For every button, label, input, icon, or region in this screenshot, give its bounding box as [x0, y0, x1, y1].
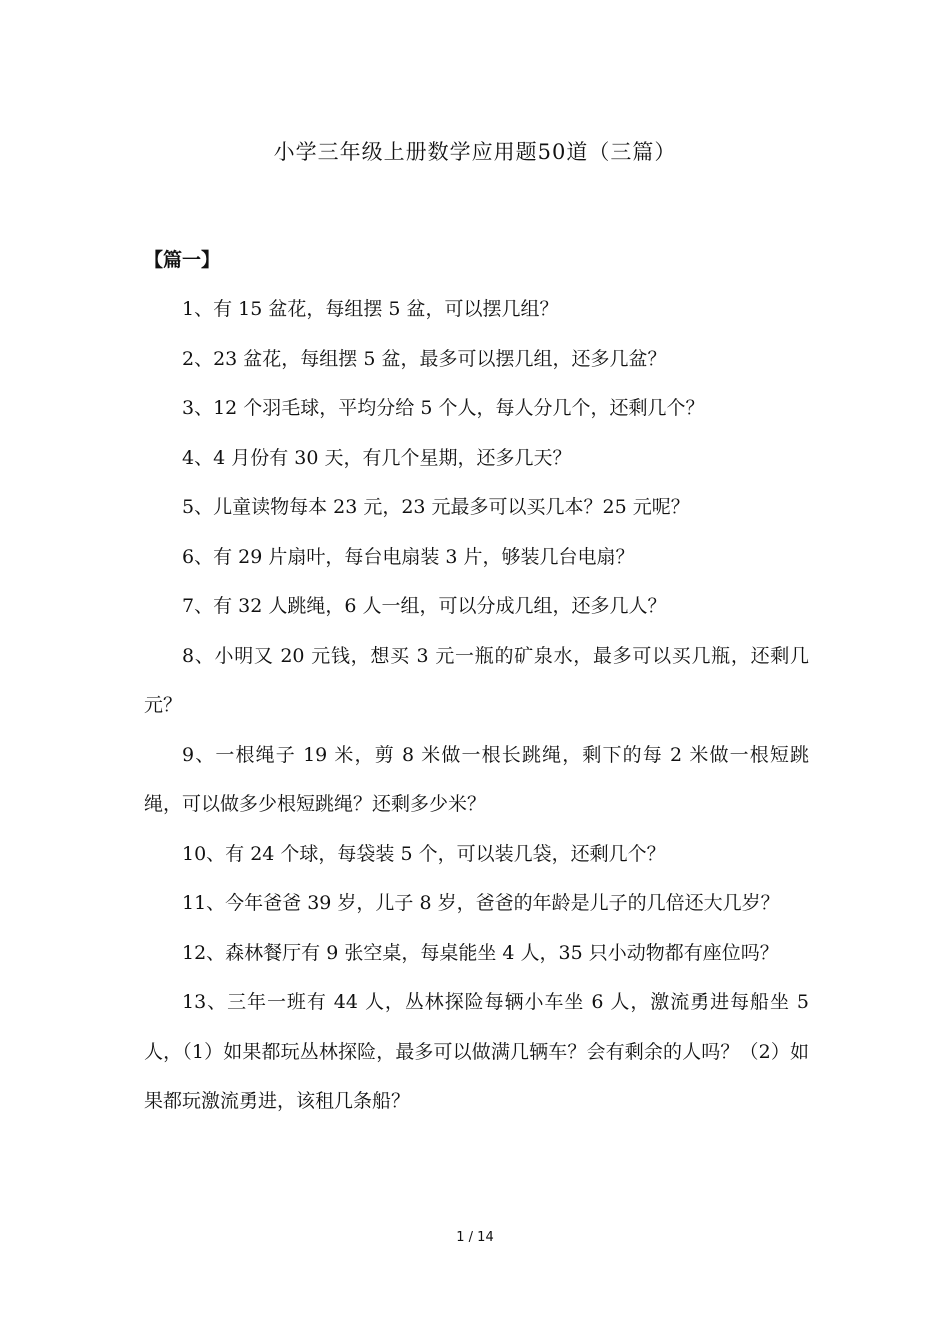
- question-item: 5、儿童读物每本 23 元，23 元最多可以买几本？25 元呢？: [182, 496, 690, 518]
- question-item: 4、4 月份有 30 天，有几个星期，还多几天？: [182, 446, 572, 469]
- question-item: 8、小明又 20 元钱，想买 3 元一瓶的矿泉水，最多可以买几瓶，还剩几元？: [144, 644, 809, 716]
- question-item: 1、有 15 盆花，每组摆 5 盆，可以摆几组？: [182, 298, 559, 320]
- question-list: [144, 285, 809, 1127]
- question-item: 13、三年一班有 44 人，丛林探险每辆小车坐 6 人，激流勇进每船坐 5 人，（1）如果都玩丛林探险，最多可以做满几辆车？会有剩余的人吗？（2）如果都玩激流勇进，该租几条船？: [144, 991, 809, 1112]
- document-title: 小学三年级上册数学应用题50道（三篇）: [273, 140, 677, 164]
- question-item: 10、有 24 个球，每袋装 5 个，可以装几袋，还剩几个？: [182, 842, 666, 865]
- question-item: 11、今年爸爸 39 岁，儿子 8 岁，爸爸的年龄是儿子的几倍还大几岁？: [182, 892, 780, 914]
- question-item: 12、森林餐厅有 9 张空桌，每桌能坐 4 人，35 只小动物都有座位吗？: [182, 941, 779, 964]
- question-item: 3、12 个羽毛球，平均分给 5 个人，每人分几个，还剩几个？: [182, 397, 705, 419]
- question-item: 7、有 32 人跳绳，6 人一组，可以分成几组，还多几人？: [182, 595, 667, 617]
- page-number: 1 / 14: [456, 1230, 494, 1245]
- question-item: 2、23 盆花，每组摆 5 盆，最多可以摆几组，还多几盆？: [182, 347, 667, 370]
- question-item: 6、有 29 片扇叶，每台电扇装 3 片，够装几台电扇？: [182, 545, 635, 568]
- question-item: 9、一根绳子 19 米，剪 8 米做一根长跳绳，剩下的每 2 米做一根短跳绳，可以做多少根短跳绳？还剩多少米？: [144, 743, 809, 815]
- section-heading: 【篇一】: [144, 249, 221, 271]
